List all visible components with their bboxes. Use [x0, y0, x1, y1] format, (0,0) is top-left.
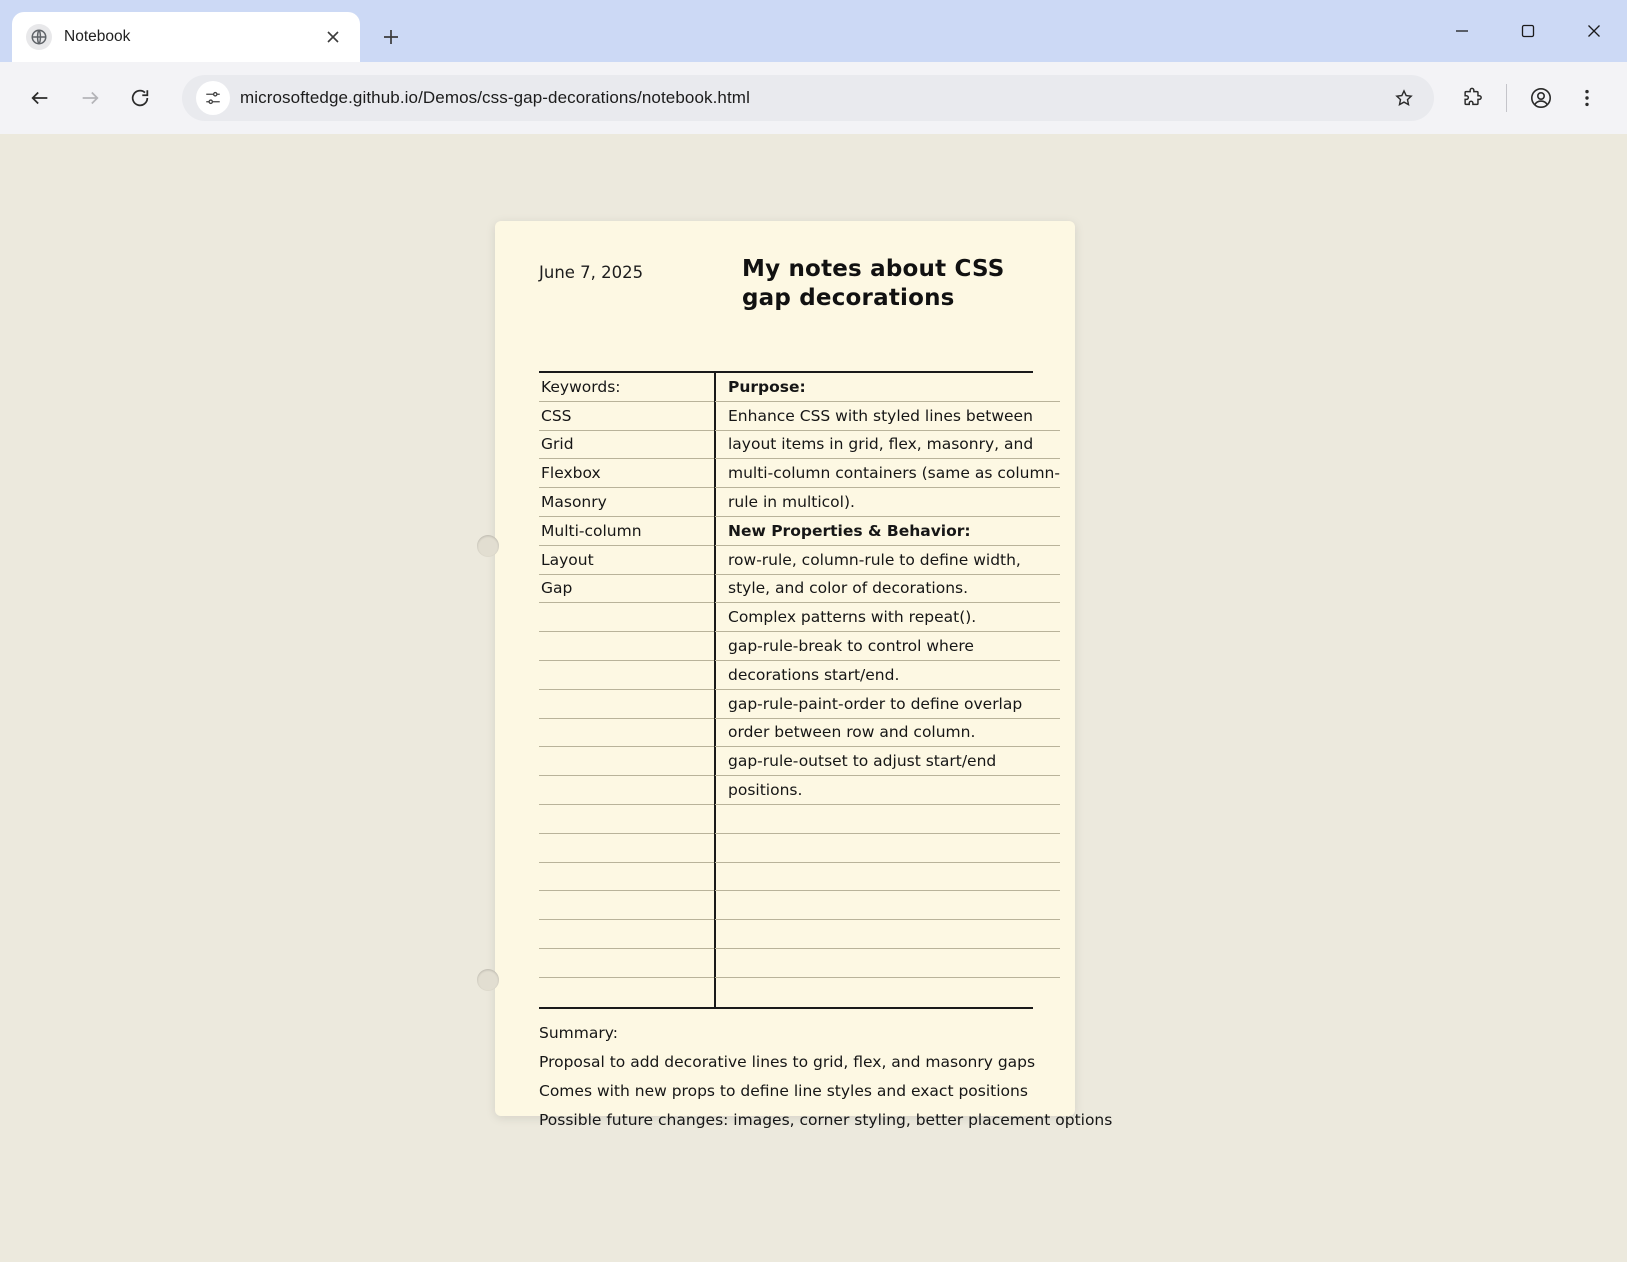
- toolbar-actions: [1450, 76, 1609, 120]
- binder-hole: [477, 535, 499, 557]
- blank-line: [715, 920, 1060, 949]
- note-line: layout items in grid, flex, masonry, and: [715, 431, 1060, 460]
- summary-section: [539, 1009, 1113, 1135]
- blank-line: [539, 690, 714, 719]
- close-window-button[interactable]: [1561, 0, 1627, 62]
- tab-notebook[interactable]: [12, 12, 360, 62]
- note-line: positions.: [715, 776, 1060, 805]
- tab-strip: [0, 0, 1627, 62]
- note-line: gap-rule-break to control where: [715, 632, 1060, 661]
- blank-line: [539, 805, 714, 834]
- purpose-header: Purpose:: [715, 373, 1060, 402]
- keyword-item: Masonry: [539, 488, 714, 517]
- page-viewport: [0, 134, 1627, 1262]
- url-text[interactable]: microsoftedge.github.io/Demos/css-gap-decorations/notebook.html: [240, 88, 750, 107]
- keyword-item: Multi-column: [539, 517, 714, 546]
- binder-hole: [477, 969, 499, 991]
- summary-item: Possible future changes: images, corner styling, better placement options: [539, 1111, 1113, 1130]
- reload-button[interactable]: [118, 76, 162, 120]
- keyword-item: Grid: [539, 431, 714, 460]
- browser-menu-icon[interactable]: [1565, 76, 1609, 120]
- blank-line: [539, 747, 714, 776]
- bookmark-star-icon[interactable]: [1384, 78, 1424, 118]
- note-line: gap-rule-paint-order to define overlap: [715, 690, 1060, 719]
- purpose-column: [715, 373, 1060, 1007]
- address-bar[interactable]: [182, 75, 1434, 121]
- new-tab-button[interactable]: [374, 20, 408, 54]
- note-line: rule in multicol).: [715, 488, 1060, 517]
- page-title: My notes about CSS gap decorations: [742, 256, 1005, 312]
- extensions-icon[interactable]: [1450, 76, 1494, 120]
- blank-line: [539, 920, 714, 949]
- blank-line: [539, 719, 714, 748]
- blank-line: [539, 603, 714, 632]
- blank-line: [715, 805, 1060, 834]
- keywords-column: [539, 373, 714, 1007]
- note-line: gap-rule-outset to adjust start/end: [715, 747, 1060, 776]
- note-line: Complex patterns with repeat().: [715, 603, 1060, 632]
- blank-line: [539, 949, 714, 978]
- notebook-paper: [495, 221, 1113, 1130]
- minimize-button[interactable]: [1429, 0, 1495, 62]
- globe-icon: [26, 24, 52, 50]
- summary-item: Comes with new props to define line styles and exact positions: [539, 1082, 1028, 1101]
- blank-line: [539, 863, 714, 892]
- blank-line: [539, 834, 714, 863]
- site-settings-icon[interactable]: [196, 81, 230, 115]
- note-line: row-rule, column-rule to define width,: [715, 546, 1060, 575]
- blank-line: [539, 978, 714, 1007]
- blank-line: [539, 661, 714, 690]
- tab-title: Notebook: [64, 28, 131, 45]
- keyword-item: Layout: [539, 546, 714, 575]
- note-line: Enhance CSS with styled lines between: [715, 402, 1060, 431]
- notebook-header: [539, 255, 1033, 371]
- close-icon[interactable]: [320, 24, 346, 50]
- blank-line: [715, 891, 1060, 920]
- maximize-button[interactable]: [1495, 0, 1561, 62]
- note-line: decorations start/end.: [715, 661, 1060, 690]
- note-line: multi-column containers (same as column-: [715, 459, 1060, 488]
- note-line: order between row and column.: [715, 719, 1060, 748]
- note-date: June 7, 2025: [539, 263, 644, 282]
- browser-toolbar: [0, 62, 1627, 134]
- note-line: style, and color of decorations.: [715, 575, 1060, 604]
- profile-avatar[interactable]: [1519, 76, 1563, 120]
- new-properties-header: New Properties & Behavior:: [715, 517, 1060, 546]
- blank-line: [715, 834, 1060, 863]
- window-controls: [1429, 0, 1627, 62]
- back-button[interactable]: [18, 76, 62, 120]
- notes-grid: [539, 371, 1060, 1009]
- blank-line: [715, 949, 1060, 978]
- forward-button[interactable]: [68, 76, 112, 120]
- blank-line: [715, 863, 1060, 892]
- keyword-item: CSS: [539, 402, 714, 431]
- keyword-item: Flexbox: [539, 459, 714, 488]
- blank-line: [715, 978, 1060, 1007]
- blank-line: [539, 891, 714, 920]
- summary-item: Proposal to add decorative lines to grid, flex, and masonry gaps: [539, 1053, 1036, 1072]
- keywords-header: Keywords:: [539, 373, 714, 402]
- blank-line: [539, 632, 714, 661]
- summary-header: Summary:: [539, 1024, 618, 1043]
- keyword-item: Gap: [539, 575, 714, 604]
- toolbar-divider: [1506, 84, 1507, 112]
- blank-line: [539, 776, 714, 805]
